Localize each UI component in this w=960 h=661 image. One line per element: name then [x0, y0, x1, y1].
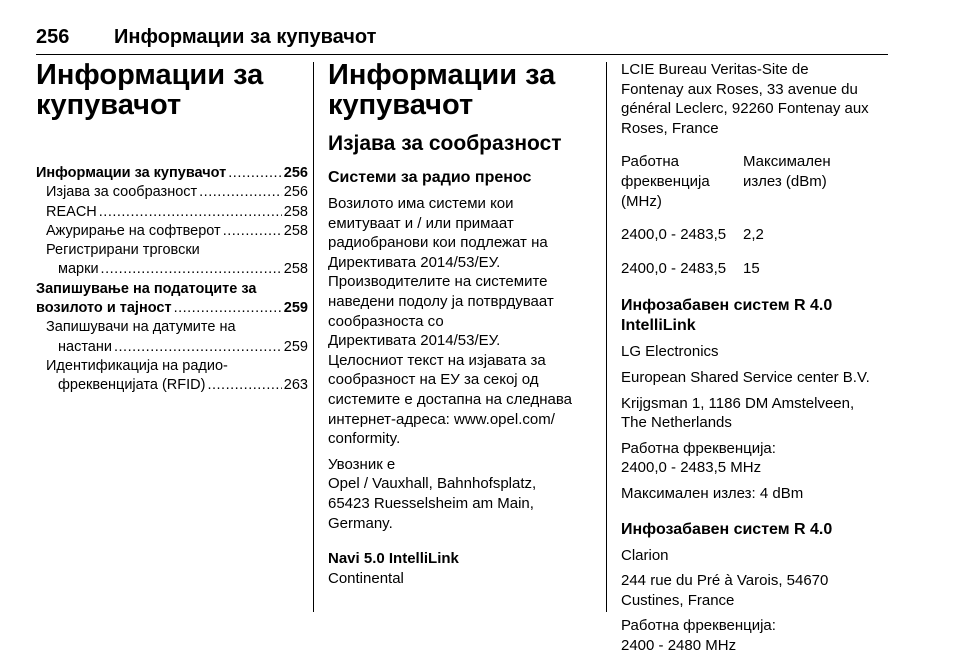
- toc-entry-reach[interactable]: [36, 203, 308, 222]
- header-line: (MHz): [621, 192, 662, 210]
- toc-entry-data-privacy[interactable]: [36, 280, 308, 319]
- header-line: Работна: [621, 153, 679, 171]
- text-line: наведени подолу ја потврдуваат: [328, 292, 554, 310]
- heading-line: Инфозабавен систем R 4.0: [621, 297, 833, 315]
- text-line: Opel / Vauxhall, Bahnhofsplatz,: [328, 475, 537, 493]
- toc-entry-trademarks[interactable]: [36, 241, 308, 280]
- toc-entry-label: Ажурирање на софтверот: [46, 222, 221, 239]
- toc-dots: [228, 164, 282, 183]
- text-line: Germany.: [328, 514, 393, 532]
- column-toc: [36, 60, 308, 396]
- header-line: фреквенција: [621, 172, 710, 190]
- header-title: Информации за купувачот: [114, 26, 377, 48]
- text-line: Roses, France: [621, 119, 719, 137]
- section-title: [328, 60, 593, 120]
- toc-dots: [101, 260, 282, 279]
- infotainment-heading-2: Инфозабавен систем R 4.0: [621, 520, 833, 538]
- toc-entry-label: фреквенцијата (RFID): [58, 377, 206, 394]
- chapter-title-line2: купувачот: [36, 89, 182, 121]
- table-header-power: [743, 152, 883, 225]
- text-line: емитуваат и / или примаат: [328, 214, 514, 232]
- toc-dots: [199, 183, 282, 202]
- chapter-title-line1: Информации за: [36, 59, 264, 91]
- page-header: [36, 26, 888, 55]
- text-line: Директивата 2014/53/ЕУ.: [328, 253, 501, 271]
- table-of-contents: [36, 164, 308, 396]
- toc-dots: [207, 376, 281, 395]
- section-title-line2: купувачот: [328, 89, 474, 121]
- toc-dots: [174, 299, 282, 318]
- page-number: 256: [36, 26, 70, 48]
- conformity-heading: Изјава за сообразност: [328, 132, 562, 155]
- table-cell: 2,2: [743, 226, 764, 244]
- text-line: системите е достапна на следнава: [328, 390, 572, 408]
- toc-entry-page: 256: [283, 184, 308, 201]
- toc-entry-page: 259: [283, 300, 308, 317]
- navi-maker: Continental: [328, 569, 404, 587]
- navi-block: [328, 549, 593, 588]
- toc-entry-label-line1: Регистрирани трговски: [46, 242, 200, 259]
- text-line: LCIE Bureau Veritas-Site de: [621, 61, 809, 78]
- toc-entry-label: Изјава за сообразност: [46, 184, 198, 201]
- toc-dots: [99, 203, 282, 222]
- text-line: Работна фреквенција:: [621, 617, 776, 635]
- table-cell: 2400,0 - 2483,5: [621, 259, 727, 277]
- heading-line: IntelliLink: [621, 317, 696, 335]
- text-line: Целосниот текст на изјавата за: [328, 351, 546, 369]
- text-line: Производителите на системите: [328, 273, 548, 291]
- importer-paragraph: [328, 455, 593, 533]
- toc-entry-label: REACH: [46, 203, 97, 220]
- text-line: радиобранови кои подлежат на: [328, 234, 548, 252]
- toc-entry-label: возилото и тајност: [36, 300, 172, 317]
- column-systems: [621, 60, 891, 661]
- table-header-frequency: [621, 152, 743, 225]
- text-line: интернет-адреса: www.opel.com/: [328, 410, 555, 428]
- toc-entry-label: Информации за купувачот: [36, 165, 227, 181]
- toc-entry-software-update[interactable]: [36, 222, 308, 241]
- text-line: Возилото има системи кои: [328, 195, 514, 212]
- toc-entry-page: 258: [283, 222, 308, 239]
- toc-entry-page: 263: [283, 377, 308, 394]
- column-divider-1: [313, 62, 314, 612]
- text-line: Krijgsman 1, 1186 DM Amstelveen,: [621, 394, 855, 412]
- text-line: Custines, France: [621, 591, 735, 609]
- conformity-paragraph: [328, 194, 593, 449]
- toc-dots: [114, 338, 282, 357]
- toc-entry-conformity[interactable]: [36, 183, 308, 202]
- address-line: European Shared Service center B.V.: [621, 368, 870, 386]
- toc-entry-customer-info[interactable]: [36, 164, 308, 183]
- text-line: Увозник е: [328, 455, 396, 473]
- toc-entry-label-line1: Запишувачи на датумите на: [46, 319, 236, 336]
- text-line: 65423 Ruesselsheim am Main,: [328, 494, 534, 512]
- toc-entry-page: 258: [283, 261, 308, 278]
- lab-address: [621, 60, 891, 138]
- table-cell: 15: [743, 259, 760, 277]
- navi-title: Navi 5.0 IntelliLink: [328, 550, 459, 568]
- infotainment-heading-1: [621, 296, 891, 336]
- toc-entry-label: марки: [58, 261, 99, 278]
- power-line: Максимален излез: 4 dBm: [621, 484, 804, 502]
- table-cell: 2400,0 - 2483,5: [621, 226, 727, 244]
- maker-clarion: Clarion: [621, 546, 669, 564]
- maker-lg: LG Electronics: [621, 343, 719, 361]
- toc-entry-page: 256: [283, 165, 308, 181]
- header-line: Максимален: [743, 153, 831, 171]
- chapter-title: [36, 60, 308, 120]
- section-title-line1: Информации за: [328, 59, 556, 91]
- frequency-block-1: [621, 439, 891, 478]
- text-line: général Leclerc, 92260 Fontenay aux: [621, 100, 869, 118]
- text-line: Работна фреквенција:: [621, 439, 776, 457]
- frequency-block-2: [621, 616, 891, 655]
- column-conformity: [328, 60, 593, 594]
- toc-entry-page: 259: [283, 338, 308, 355]
- clarion-address: [621, 571, 891, 610]
- text-line: Директивата 2014/53/ЕУ.: [328, 332, 501, 350]
- text-line: 2400 - 2480 MHz: [621, 636, 737, 654]
- text-line: сообразноста со: [328, 312, 444, 330]
- text-line: Fontenay aux Roses, 33 avenue du: [621, 80, 858, 98]
- column-divider-2: [606, 62, 607, 612]
- text-line: 2400,0 - 2483,5 MHz: [621, 459, 762, 477]
- text-line: The Netherlands: [621, 414, 732, 432]
- toc-entry-label: настани: [58, 338, 112, 355]
- text-line: 244 rue du Pré à Varois, 54670: [621, 572, 829, 590]
- text-line: conformity.: [328, 430, 401, 448]
- toc-entry-label-line1: Запишување на податоците за: [36, 280, 257, 297]
- frequency-table: [621, 152, 891, 292]
- city-block: [621, 394, 891, 433]
- toc-dots: [223, 222, 282, 241]
- header-line: излез (dBm): [743, 172, 827, 190]
- toc-entry-event-recorders[interactable]: [36, 318, 308, 357]
- radio-systems-heading: Системи за радио пренос: [328, 169, 532, 186]
- toc-entry-page: 258: [283, 203, 308, 220]
- toc-entry-rfid[interactable]: [36, 357, 308, 396]
- toc-entry-label-line1: Идентификација на радио-: [46, 357, 228, 374]
- text-line: сообразност на ЕУ за секој од: [328, 371, 539, 389]
